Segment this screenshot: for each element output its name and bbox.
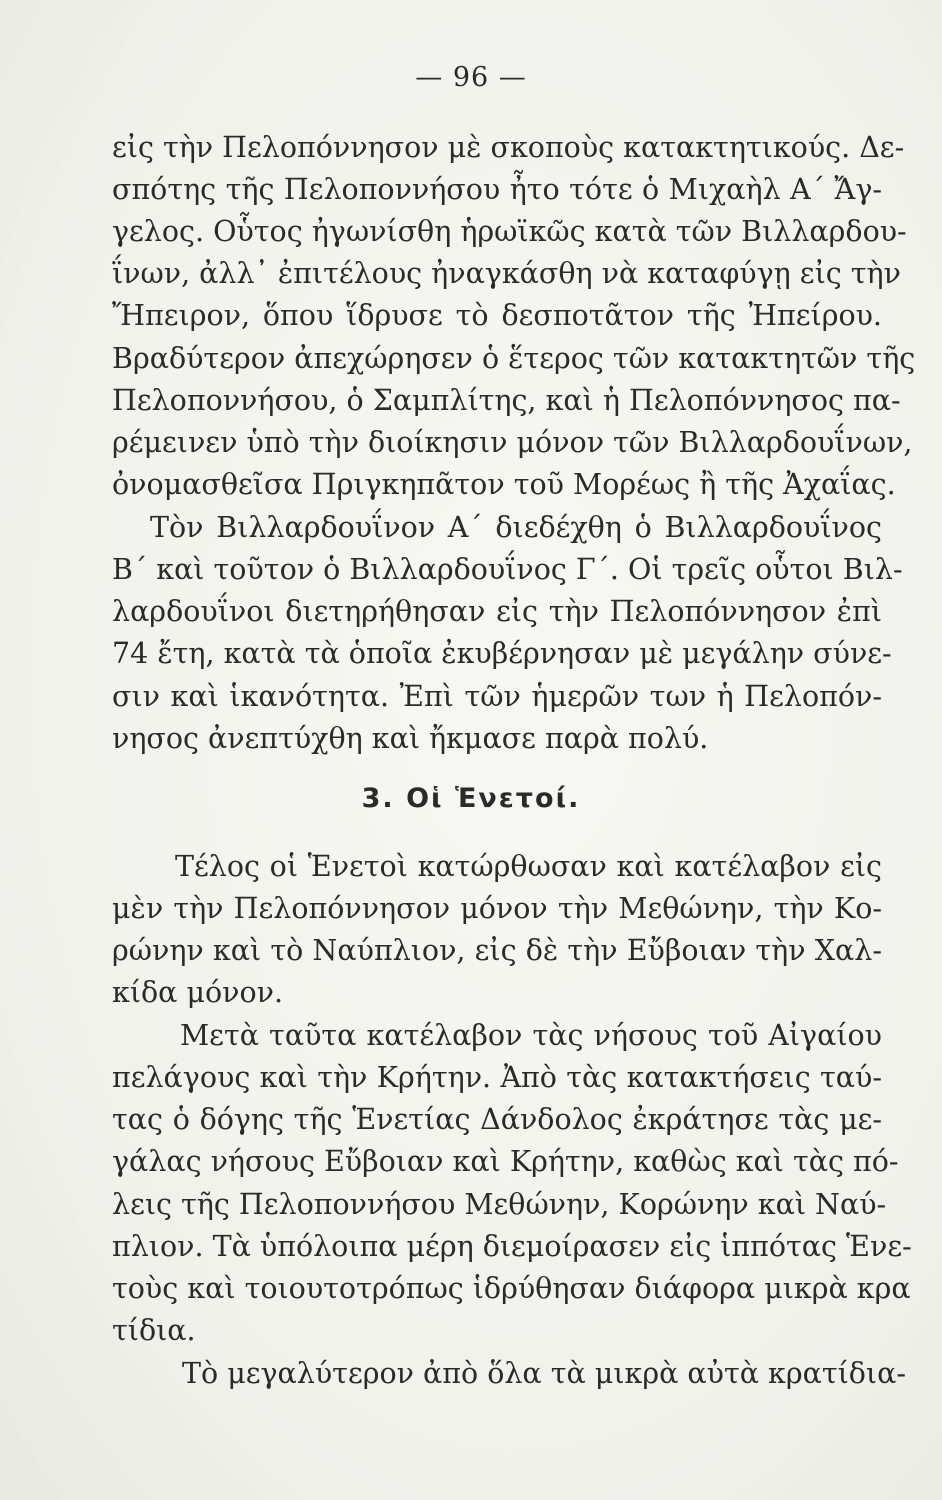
section-heading: 3. Οἱ Ἑνετοί. — [361, 783, 581, 814]
text-line: Βραδύτερον ἀπεχώρησεν ὁ ἕτερος τῶν κατακτητῶν τῆς — [112, 342, 916, 375]
text-line: Τέλος οἱ Ἑνετοὶ κατώρθωσαν καὶ κατέλαβον εἰς — [175, 850, 882, 883]
text-line: Τὸ μεγαλύτερον ἀπὸ ὅλα τὰ μικρὰ αὐτὰ κρατίδια- — [182, 1357, 906, 1390]
text-line: τας ὁ δόγης τῆς Ἑνετίας Δάνδολος ἐκράτησε τὰς με- — [112, 1103, 882, 1136]
text-line: ὀνομασθεῖσα Πριγκηπᾶτον τοῦ Μορέως ἢ τῆς Ἀχαΐας. — [112, 468, 896, 501]
text-line: μὲν τὴν Πελοπόννησον μόνον τὴν Μεθώνην, τὴν Κο- — [112, 892, 882, 925]
text-line: 74 ἔτη, κατὰ τὰ ὁποῖα ἐκυβέρνησαν μὲ μεγάλην σύνε- — [112, 637, 892, 670]
text-line: εἰς τὴν Πελοπόννησον μὲ σκοποὺς κατακτητικούς. Δε- — [112, 131, 905, 164]
text-line: Πελοποννήσου, ὁ Σαμπλίτης, καὶ ἡ Πελοπόννησος πα- — [112, 384, 901, 417]
text-line: γελος. Οὗτος ἠγωνίσθη ἡρωϊκῶς κατὰ τῶν Βιλλαρδου- — [112, 215, 907, 248]
text-line: ΐνων, ἀλλ᾿ ἐπιτέλους ἠναγκάσθη νὰ καταφύγῃ εἰς τὴν — [112, 257, 901, 290]
text-line: ρώνην καὶ τὸ Ναύπλιον, εἰς δὲ τὴν Εὔβοιαν τὴν Χαλ- — [112, 934, 882, 967]
text-line: λαρδουΐνοι διετηρήθησαν εἰς τὴν Πελοπόννησον ἐπὶ — [112, 595, 882, 628]
text-line: σιν καὶ ἱκανότητα. Ἐπὶ τῶν ἡμερῶν των ἡ Πελοπόν- — [112, 680, 882, 713]
text-line: Τὸν Βιλλαρδουΐνον Α΄ διεδέχθη ὁ Βιλλαρδουΐνος — [150, 511, 882, 544]
text-line: Β΄ καὶ τοῦτον ὁ Βιλλαρδουΐνος Γ΄. Οἱ τρεῖς οὗτοι Βιλ- — [112, 553, 903, 586]
text-line: τίδια. — [112, 1314, 196, 1347]
text-line: σπότης τῆς Πελοποννήσου ἦτο τότε ὁ Μιχαὴλ Α΄ Ἄγ- — [112, 173, 882, 206]
text-line: τοὺς καὶ τοιουτοτρόπως ἱδρύθησαν διάφορα μικρὰ κρα — [112, 1272, 911, 1305]
text-line: γάλας νήσους Εὔβοιαν καὶ Κρήτην, καθὼς καὶ τὰς πό- — [112, 1145, 899, 1178]
text-line: λεις τῆς Πελοποννήσου Μεθώνην, Κορώνην καὶ Ναύ- — [112, 1188, 887, 1221]
text-line: νησος ἀνεπτύχθη καὶ ἤκμασε παρὰ πολύ. — [112, 722, 709, 755]
text-line: πελάγους καὶ τὴν Κρήτην. Ἀπὸ τὰς κατακτήσεις ταύ- — [112, 1061, 882, 1094]
text-line: πλιον. Τὰ ὑπόλοιπα μέρη διεμοίρασεν εἰς ἱππότας Ἑνε- — [112, 1230, 912, 1263]
page-number: — 96 — — [415, 62, 527, 93]
text-line: Ἤπειρον, ὅπου ἵδρυσε τὸ δεσποτᾶτον τῆς Ἠπείρου. — [112, 299, 882, 332]
text-line: Μετὰ ταῦτα κατέλαβον τὰς νήσους τοῦ Αἰγαίου — [180, 1019, 882, 1052]
text-line: ρέμεινεν ὑπὸ τὴν διοίκησιν μόνον τῶν Βιλλαρδουΐνων, — [112, 426, 913, 459]
text-line: κίδα μόνον. — [112, 976, 283, 1009]
